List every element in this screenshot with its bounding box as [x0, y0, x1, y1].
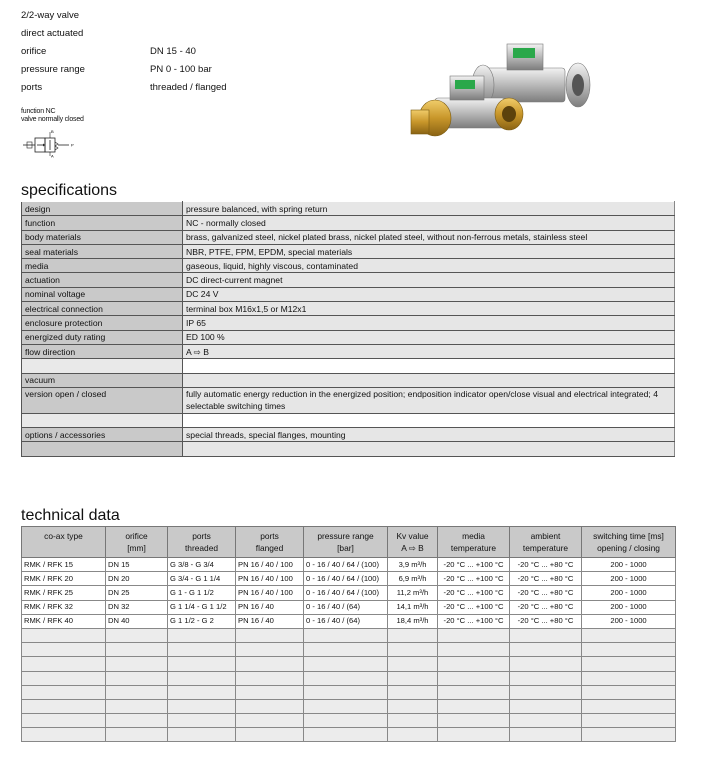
table-cell	[168, 714, 236, 728]
table-cell: RMK / RFK 15	[22, 558, 106, 572]
table-row	[22, 558, 676, 572]
table-cell	[236, 699, 304, 713]
spec-row	[22, 387, 675, 413]
table-cell	[438, 628, 510, 642]
tech-header-line2: [bar]	[337, 543, 354, 553]
spec-label: flow direction	[22, 344, 183, 358]
spec-value: A ⇨ B	[183, 344, 675, 358]
header-value-ports: threaded / flanged	[150, 82, 227, 93]
table-cell: -20 °C ... +80 °C	[510, 558, 582, 572]
tech-column-header	[582, 527, 676, 558]
tech-column-header	[388, 527, 438, 558]
table-cell	[388, 628, 438, 642]
table-cell: 0 - 16 / 40 / (64)	[304, 600, 388, 614]
table-row-empty	[22, 657, 676, 671]
tech-header-line2: flanged	[255, 543, 284, 553]
table-cell	[438, 728, 510, 742]
table-cell: 200 - 1000	[582, 586, 676, 600]
function-description: valve normally closed	[21, 116, 84, 123]
table-row-empty	[22, 714, 676, 728]
table-cell	[304, 671, 388, 685]
spec-row	[22, 316, 675, 330]
spec-label: seal materials	[22, 244, 183, 258]
tech-header-line2: opening / closing	[597, 543, 660, 553]
table-cell	[582, 671, 676, 685]
tech-header-line1: ambient	[530, 531, 561, 541]
table-cell	[236, 657, 304, 671]
table-cell	[582, 685, 676, 699]
spec-row	[22, 344, 675, 358]
technical-data-title: technical data	[21, 507, 120, 524]
table-cell	[510, 728, 582, 742]
table-cell	[106, 699, 168, 713]
spec-row	[22, 230, 675, 244]
tech-header-line1: Kv value	[396, 531, 429, 541]
table-cell: 0 - 16 / 40 / 64 / (100)	[304, 558, 388, 572]
table-cell	[388, 728, 438, 742]
tech-column-header	[168, 527, 236, 558]
table-cell	[438, 657, 510, 671]
spec-value: NC - normally closed	[183, 216, 675, 230]
spec-label	[22, 442, 183, 456]
table-cell: RMK / RFK 20	[22, 572, 106, 586]
table-cell: G 1 1/2 - G 2	[168, 614, 236, 628]
table-cell	[438, 643, 510, 657]
table-row-empty	[22, 685, 676, 699]
table-cell: PN 16 / 40	[236, 600, 304, 614]
spec-row	[22, 287, 675, 301]
tech-column-header	[22, 527, 106, 558]
spec-label: electrical connection	[22, 302, 183, 316]
table-cell	[582, 714, 676, 728]
table-cell: 200 - 1000	[582, 614, 676, 628]
spec-value	[183, 442, 675, 456]
table-cell	[22, 699, 106, 713]
table-cell	[510, 657, 582, 671]
spec-row	[22, 273, 675, 287]
valve-symbol-icon	[21, 128, 81, 158]
table-cell	[22, 714, 106, 728]
table-cell: RMK / RFK 40	[22, 614, 106, 628]
table-cell	[304, 728, 388, 742]
table-cell: 0 - 16 / 40 / (64)	[304, 614, 388, 628]
table-cell	[304, 714, 388, 728]
table-cell: -20 °C ... +100 °C	[438, 572, 510, 586]
table-cell: G 3/4 - G 1 1/4	[168, 572, 236, 586]
spec-value: fully automatic energy reduction in the energized position; endposition indicator open/close visual and electrical integrated; 4 selectable switching times	[183, 387, 675, 413]
tech-header-line1: co-ax type	[44, 531, 83, 541]
spec-value	[183, 373, 675, 387]
table-cell	[22, 685, 106, 699]
spec-row-empty	[22, 359, 675, 373]
table-cell: PN 16 / 40 / 100	[236, 586, 304, 600]
table-cell: DN 32	[106, 600, 168, 614]
table-cell: PN 16 / 40 / 100	[236, 558, 304, 572]
spec-row-empty	[22, 413, 675, 427]
header-value-orifice: DN 15 - 40	[150, 46, 196, 57]
table-cell	[168, 699, 236, 713]
table-row	[22, 586, 676, 600]
table-cell	[168, 671, 236, 685]
table-cell: -20 °C ... +100 °C	[438, 558, 510, 572]
tech-header-line1: switching time [ms]	[593, 531, 664, 541]
spec-row	[22, 202, 675, 216]
table-cell	[22, 628, 106, 642]
spec-row	[22, 428, 675, 442]
tech-column-header	[510, 527, 582, 558]
tech-header-line1: media	[462, 531, 485, 541]
table-cell	[304, 628, 388, 642]
spec-value	[183, 413, 675, 427]
table-cell: -20 °C ... +100 °C	[438, 586, 510, 600]
table-cell: DN 15	[106, 558, 168, 572]
table-cell	[582, 643, 676, 657]
header-label-pressure: pressure range	[21, 64, 85, 75]
symbol-port-b: B	[51, 129, 54, 134]
table-cell: 200 - 1000	[582, 600, 676, 614]
table-cell	[168, 628, 236, 642]
table-cell	[22, 728, 106, 742]
tech-header-line2: temperature	[450, 543, 497, 553]
table-cell	[388, 699, 438, 713]
table-cell: 200 - 1000	[582, 558, 676, 572]
table-cell	[236, 628, 304, 642]
tech-header-line2: threaded	[184, 543, 219, 553]
table-cell	[106, 671, 168, 685]
spec-label: options / accessories	[22, 428, 183, 442]
table-cell	[168, 643, 236, 657]
table-cell	[168, 728, 236, 742]
function-label: function NC	[21, 108, 56, 115]
spec-label: design	[22, 202, 183, 216]
table-cell	[388, 714, 438, 728]
table-cell: -20 °C ... +100 °C	[438, 614, 510, 628]
table-cell: 14,1 m³/h	[388, 600, 438, 614]
spec-row	[22, 216, 675, 230]
table-cell	[168, 685, 236, 699]
spec-value: terminal box M16x1,5 or M12x1	[183, 302, 675, 316]
spec-value: gaseous, liquid, highly viscous, contaminated	[183, 259, 675, 273]
table-cell	[510, 671, 582, 685]
table-cell: 200 - 1000	[582, 572, 676, 586]
spec-label: function	[22, 216, 183, 230]
spec-label: media	[22, 259, 183, 273]
table-cell	[236, 728, 304, 742]
tech-header-line2	[24, 542, 103, 554]
table-cell: 0 - 16 / 40 / 64 / (100)	[304, 586, 388, 600]
table-cell	[388, 643, 438, 657]
table-cell: G 3/8 - G 3/4	[168, 558, 236, 572]
spec-value: DC 24 V	[183, 287, 675, 301]
table-cell	[388, 671, 438, 685]
spec-value	[183, 359, 675, 373]
table-cell: -20 °C ... +80 °C	[510, 572, 582, 586]
table-cell: DN 25	[106, 586, 168, 600]
table-cell	[106, 714, 168, 728]
table-cell	[388, 657, 438, 671]
spec-row-empty	[22, 442, 675, 456]
spec-value: ED 100 %	[183, 330, 675, 344]
table-cell	[106, 685, 168, 699]
spec-value: NBR, PTFE, FPM, EPDM, special materials	[183, 244, 675, 258]
table-cell	[304, 643, 388, 657]
table-cell	[388, 685, 438, 699]
table-cell: 3,9 m³/h	[388, 558, 438, 572]
table-cell	[510, 714, 582, 728]
table-cell	[438, 685, 510, 699]
table-cell: 11,2 m³/h	[388, 586, 438, 600]
tech-header-line2: [mm]	[127, 543, 146, 553]
tech-header-line2: temperature	[522, 543, 569, 553]
table-cell	[236, 685, 304, 699]
table-cell	[582, 728, 676, 742]
table-row-empty	[22, 728, 676, 742]
table-cell: -20 °C ... +100 °C	[438, 600, 510, 614]
spec-label	[22, 359, 183, 373]
tech-header-line1: orifice	[125, 531, 148, 541]
spec-row	[22, 373, 675, 387]
table-row	[22, 614, 676, 628]
table-cell: G 1 1/4 - G 1 1/2	[168, 600, 236, 614]
table-cell	[304, 699, 388, 713]
spec-value: brass, galvanized steel, nickel plated brass, nickel plated steel, without non-ferrous metals, stainless steel	[183, 230, 675, 244]
table-cell	[438, 714, 510, 728]
table-cell	[510, 685, 582, 699]
spec-label: version open / closed	[22, 387, 183, 413]
tech-column-header	[106, 527, 168, 558]
spec-row	[22, 244, 675, 258]
spec-label: energized duty rating	[22, 330, 183, 344]
table-row-empty	[22, 628, 676, 642]
tech-column-header	[236, 527, 304, 558]
table-cell: RMK / RFK 25	[22, 586, 106, 600]
specifications-table	[21, 201, 675, 457]
table-cell: G 1 - G 1 1/2	[168, 586, 236, 600]
tech-header-line1: pressure range	[317, 531, 374, 541]
table-cell: PN 16 / 40	[236, 614, 304, 628]
header-label-orifice: orifice	[21, 46, 47, 57]
spec-row	[22, 330, 675, 344]
table-cell	[438, 699, 510, 713]
table-row	[22, 572, 676, 586]
tech-header-line1: ports	[192, 531, 211, 541]
symbol-port-a: A	[51, 153, 54, 158]
header-line-type: 2/2-way valve	[21, 10, 80, 21]
tech-column-header	[438, 527, 510, 558]
spec-value: special threads, special flanges, mounting	[183, 428, 675, 442]
table-cell: DN 20	[106, 572, 168, 586]
tech-header-line1: ports	[260, 531, 279, 541]
tech-header-line2: A ⇨ B	[401, 543, 424, 553]
spec-label	[22, 413, 183, 427]
table-cell: -20 °C ... +80 °C	[510, 614, 582, 628]
table-cell	[236, 643, 304, 657]
table-cell	[236, 671, 304, 685]
table-cell	[106, 643, 168, 657]
table-row-empty	[22, 643, 676, 657]
table-cell	[22, 657, 106, 671]
spec-label: nominal voltage	[22, 287, 183, 301]
table-cell	[304, 657, 388, 671]
table-cell: DN 40	[106, 614, 168, 628]
table-row-empty	[22, 699, 676, 713]
table-cell: 18,4 m³/h	[388, 614, 438, 628]
specifications-title: specifications	[21, 182, 118, 199]
spec-label: vacuum	[22, 373, 183, 387]
table-row-empty	[22, 671, 676, 685]
table-cell	[106, 628, 168, 642]
table-cell: -20 °C ... +80 °C	[510, 586, 582, 600]
header-value-pressure: PN 0 - 100 bar	[150, 64, 212, 75]
header-label-ports: ports	[21, 82, 43, 93]
table-cell	[236, 714, 304, 728]
spec-value: DC direct-current magnet	[183, 273, 675, 287]
table-cell: 0 - 16 / 40 / 64 / (100)	[304, 572, 388, 586]
table-cell: 6,9 m³/h	[388, 572, 438, 586]
spec-row	[22, 302, 675, 316]
table-cell	[582, 628, 676, 642]
tech-header-row	[22, 527, 676, 558]
table-cell	[438, 671, 510, 685]
valve-product-image	[395, 30, 605, 150]
spec-label: actuation	[22, 273, 183, 287]
table-cell	[168, 657, 236, 671]
spec-label: body materials	[22, 230, 183, 244]
table-cell	[582, 657, 676, 671]
table-cell: RMK / RFK 32	[22, 600, 106, 614]
table-row	[22, 600, 676, 614]
table-cell	[582, 699, 676, 713]
table-cell	[510, 699, 582, 713]
table-cell	[106, 657, 168, 671]
table-cell	[22, 643, 106, 657]
spec-value: IP 65	[183, 316, 675, 330]
table-cell	[510, 643, 582, 657]
table-cell: -20 °C ... +80 °C	[510, 600, 582, 614]
table-cell	[106, 728, 168, 742]
spec-row	[22, 259, 675, 273]
header-line-actuation: direct actuated	[21, 28, 84, 39]
symbol-port-p: P	[71, 142, 74, 148]
table-cell: PN 16 / 40 / 100	[236, 572, 304, 586]
tech-column-header	[304, 527, 388, 558]
technical-data-table	[21, 526, 676, 742]
table-cell	[510, 628, 582, 642]
table-cell	[22, 671, 106, 685]
spec-label: enclosure protection	[22, 316, 183, 330]
spec-value: pressure balanced, with spring return	[183, 202, 675, 216]
table-cell	[304, 685, 388, 699]
